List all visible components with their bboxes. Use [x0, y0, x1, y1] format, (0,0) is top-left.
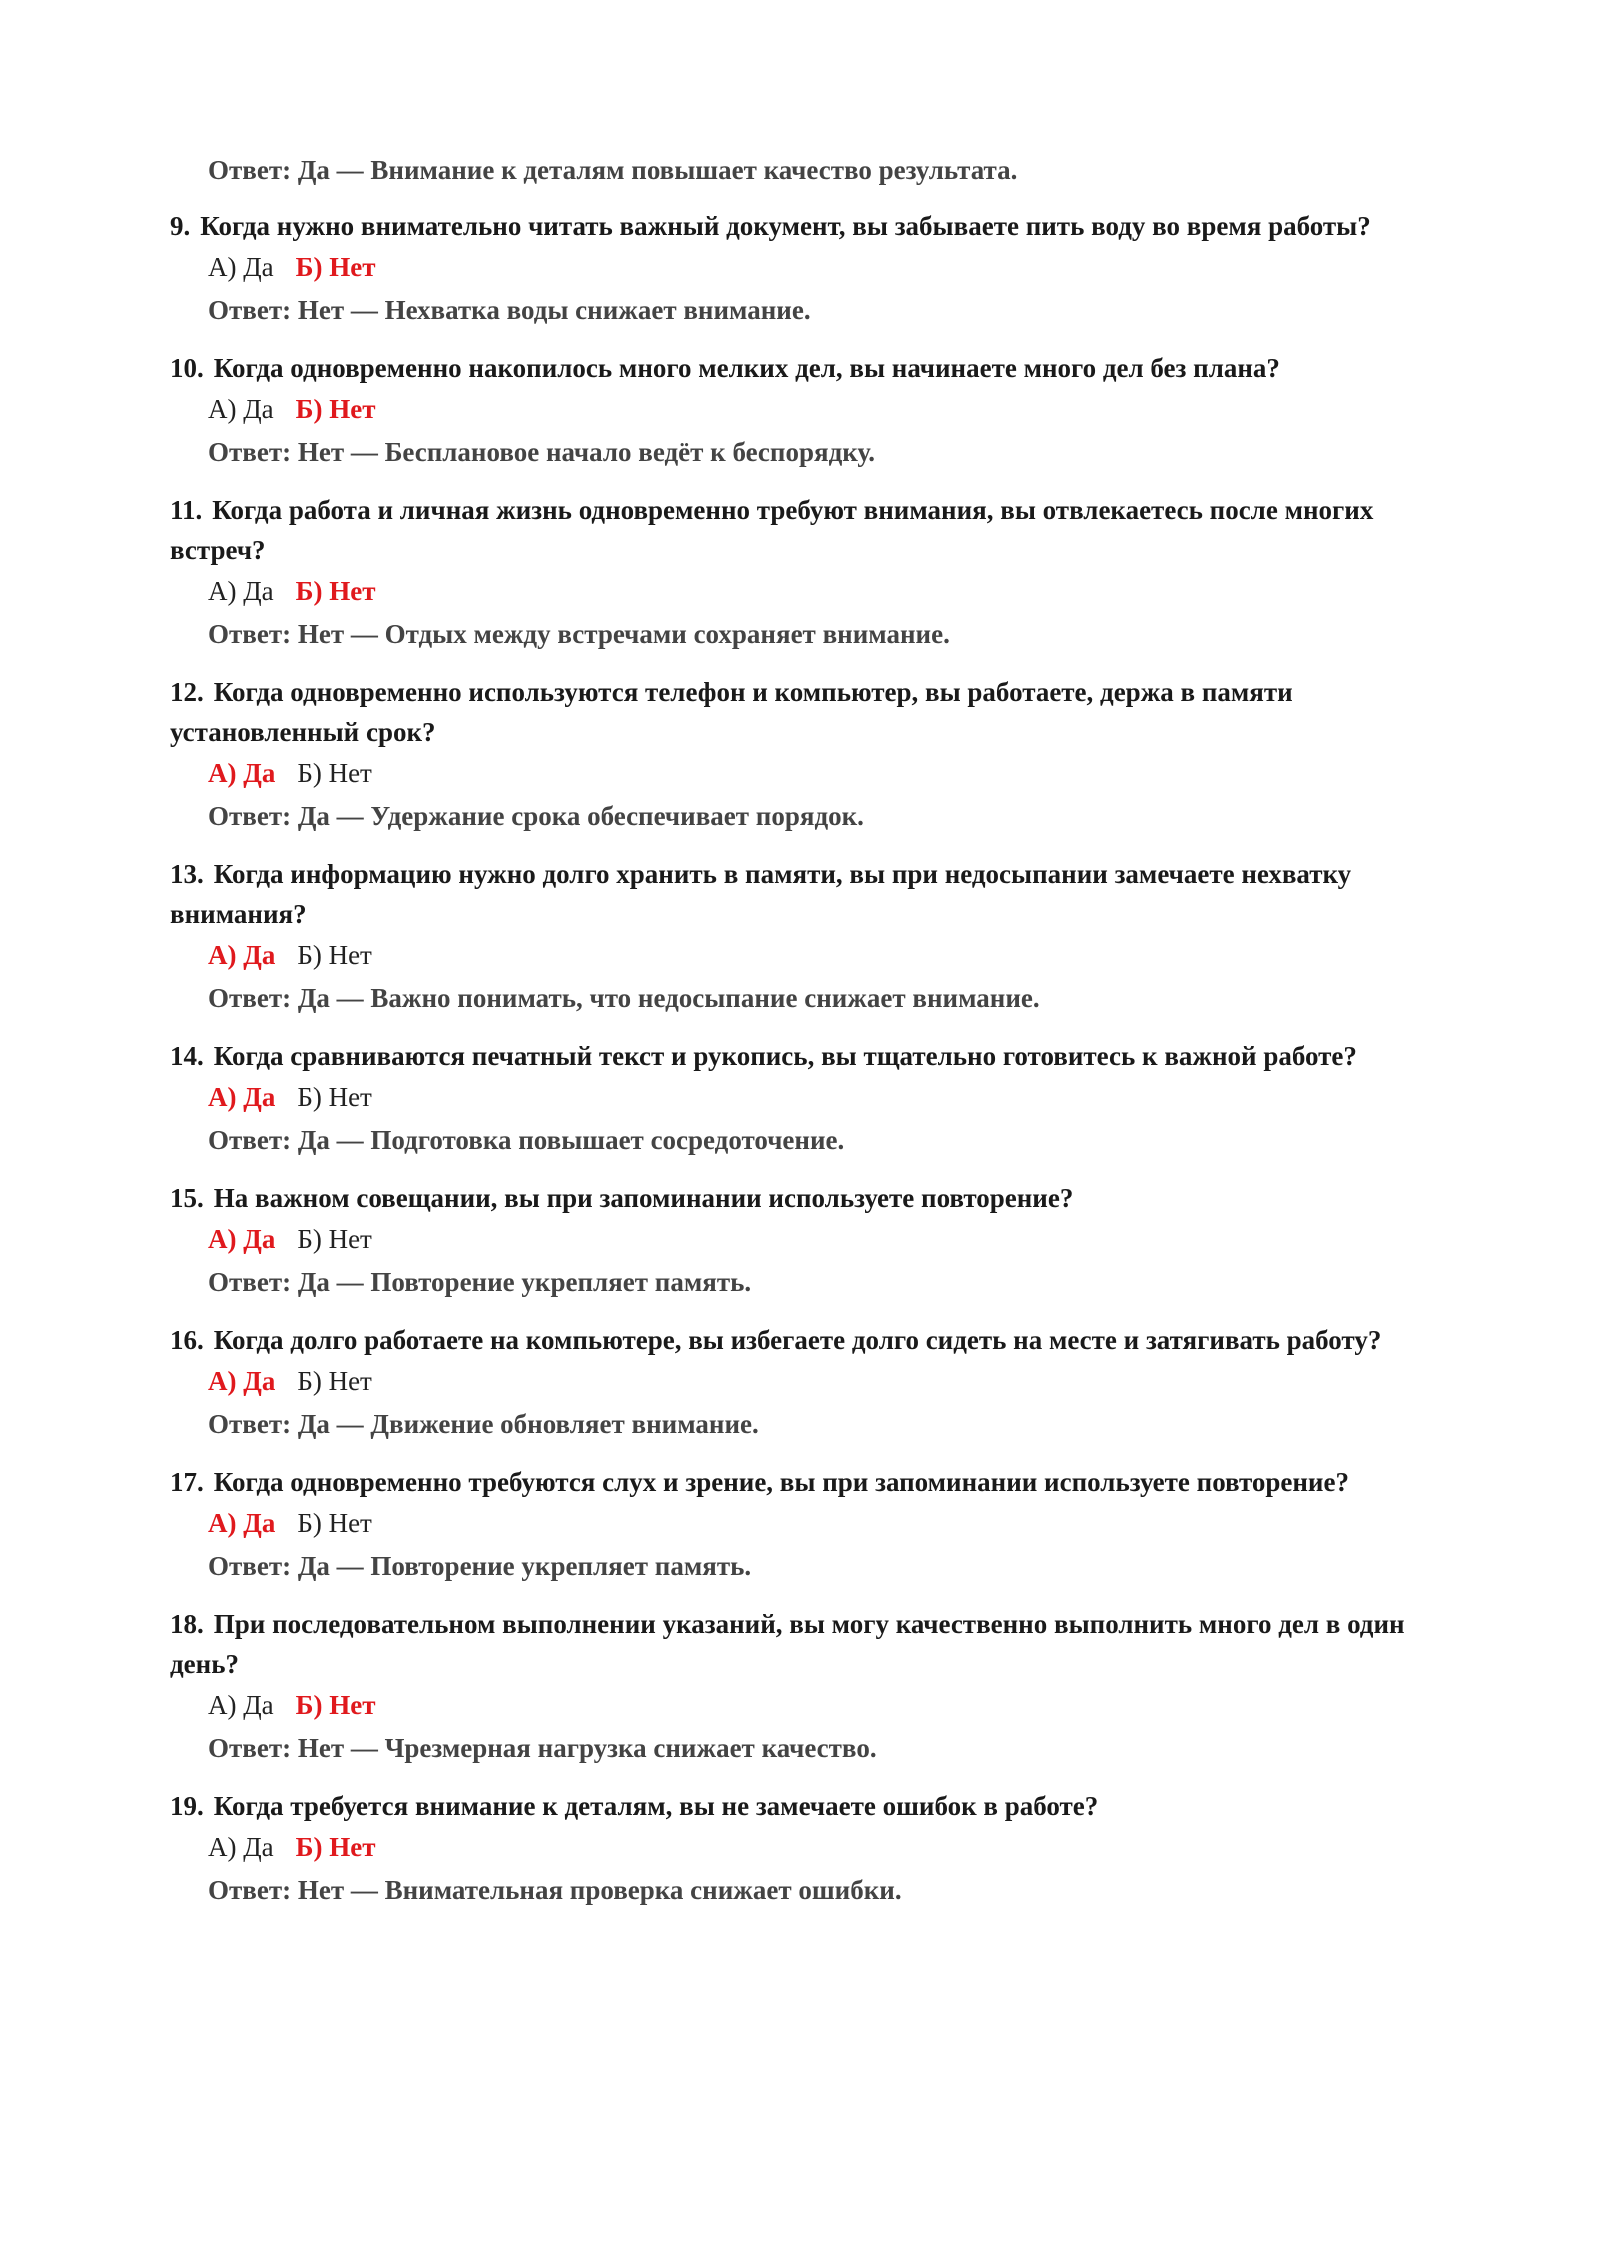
question-item	[170, 490, 1440, 656]
option-b: Б) Нет	[297, 1508, 372, 1538]
options	[208, 752, 1440, 795]
question-text	[170, 206, 1440, 246]
option-b: Б) Нет	[297, 1224, 372, 1254]
option-a: А) Да	[208, 394, 274, 424]
option-a: А) Да	[208, 1366, 276, 1396]
question-item	[170, 348, 1440, 474]
options	[208, 1684, 1440, 1727]
option-b: Б) Нет	[297, 940, 372, 970]
answer-explanation: Ответ: Нет — Чрезмерная нагрузка снижает качество.	[208, 1733, 877, 1763]
options	[208, 934, 1440, 977]
question-item	[170, 1786, 1440, 1912]
option-a: А) Да	[208, 1508, 276, 1538]
question-item	[170, 206, 1440, 332]
question-item	[170, 1462, 1440, 1588]
question-number: 11.	[170, 495, 203, 525]
option-b: Б) Нет	[295, 1690, 376, 1720]
question-text	[170, 1604, 1440, 1684]
option-b: Б) Нет	[297, 758, 372, 788]
answer-explanation: Ответ: Нет — Нехватка воды снижает внимание.	[208, 295, 811, 325]
options	[208, 1360, 1440, 1403]
question-number: 13.	[170, 859, 204, 889]
question-item	[170, 672, 1440, 838]
answer-explanation: Ответ: Да — Повторение укрепляет память.	[208, 1267, 752, 1297]
question-number: 17.	[170, 1467, 204, 1497]
question-number: 19.	[170, 1791, 204, 1821]
answer-explanation: Ответ: Да — Повторение укрепляет память.	[208, 1551, 752, 1581]
question-list	[170, 206, 1440, 1912]
options	[208, 1076, 1440, 1119]
question-body: Когда одновременно используются телефон и компьютер, вы работаете, держа в памяти установленный срок?	[170, 677, 1293, 747]
question-text	[170, 1320, 1440, 1360]
option-a: А) Да	[208, 940, 276, 970]
question-item	[170, 1036, 1440, 1162]
question-body: Когда нужно внимательно читать важный документ, вы забываете пить воду во время работы?	[200, 211, 1371, 241]
question-body: Когда одновременно накопилось много мелких дел, вы начинаете много дел без плана?	[213, 353, 1280, 383]
question-item	[170, 1178, 1440, 1304]
question-text	[170, 1462, 1440, 1502]
option-a: А) Да	[208, 758, 276, 788]
question-number: 12.	[170, 677, 204, 707]
options	[208, 1826, 1440, 1869]
question-body: Когда сравниваются печатный текст и рукопись, вы тщательно готовитесь к важной работе?	[213, 1041, 1357, 1071]
question-text	[170, 490, 1440, 570]
option-a: А) Да	[208, 1082, 276, 1112]
options	[208, 570, 1440, 613]
answer-explanation: Ответ: Нет — Бесплановое начало ведёт к беспорядку.	[208, 437, 875, 467]
question-text	[170, 348, 1440, 388]
question-text	[170, 1036, 1440, 1076]
question-number: 16.	[170, 1325, 204, 1355]
options	[208, 246, 1440, 289]
question-body: Когда одновременно требуются слух и зрение, вы при запоминании используете повторение?	[213, 1467, 1349, 1497]
option-a: А) Да	[208, 576, 274, 606]
question-item	[170, 854, 1440, 1020]
question-text	[170, 1786, 1440, 1826]
question-text	[170, 1178, 1440, 1218]
option-b: Б) Нет	[297, 1366, 372, 1396]
answer-explanation: Ответ: Да — Важно понимать, что недосыпание снижает внимание.	[208, 983, 1040, 1013]
question-number: 9.	[170, 211, 191, 241]
question-body: Когда требуется внимание к деталям, вы не замечаете ошибок в работе?	[213, 1791, 1099, 1821]
option-a: А) Да	[208, 1832, 274, 1862]
option-a: А) Да	[208, 1690, 274, 1720]
question-body: Когда работа и личная жизнь одновременно требуют внимания, вы отвлекаетесь после многих встреч?	[170, 495, 1374, 565]
option-a: А) Да	[208, 252, 274, 282]
answer-explanation: Ответ: Нет — Внимательная проверка снижает ошибки.	[208, 1875, 902, 1905]
options	[208, 1502, 1440, 1545]
question-number: 18.	[170, 1609, 204, 1639]
page-content	[170, 150, 1440, 1928]
options	[208, 388, 1440, 431]
question-item	[170, 1320, 1440, 1446]
question-number: 10.	[170, 353, 204, 383]
answer-explanation: Ответ: Да — Удержание срока обеспечивает порядок.	[208, 801, 864, 831]
question-body: При последовательном выполнении указаний, вы могу качественно выполнить много дел в один день?	[170, 1609, 1405, 1679]
option-b: Б) Нет	[295, 252, 376, 282]
question-number: 15.	[170, 1183, 204, 1213]
question-body: Когда долго работаете на компьютере, вы избегаете долго сидеть на месте и затягивать работу?	[213, 1325, 1382, 1355]
question-body: На важном совещании, вы при запоминании используете повторение?	[213, 1183, 1074, 1213]
lead-answer: Ответ: Да — Внимание к деталям повышает качество результата.	[208, 155, 1018, 185]
question-item	[170, 1604, 1440, 1770]
answer-explanation: Ответ: Да — Подготовка повышает сосредоточение.	[208, 1125, 845, 1155]
option-b: Б) Нет	[295, 576, 376, 606]
answer-explanation: Ответ: Нет — Отдых между встречами сохраняет внимание.	[208, 619, 950, 649]
option-a: А) Да	[208, 1224, 276, 1254]
option-b: Б) Нет	[295, 394, 376, 424]
option-b: Б) Нет	[297, 1082, 372, 1112]
question-text	[170, 672, 1440, 752]
question-text	[170, 854, 1440, 934]
option-b: Б) Нет	[295, 1832, 376, 1862]
question-body: Когда информацию нужно долго хранить в памяти, вы при недосыпании замечаете нехватку внимания?	[170, 859, 1352, 929]
answer-explanation: Ответ: Да — Движение обновляет внимание.	[208, 1409, 759, 1439]
options	[208, 1218, 1440, 1261]
question-number: 14.	[170, 1041, 204, 1071]
